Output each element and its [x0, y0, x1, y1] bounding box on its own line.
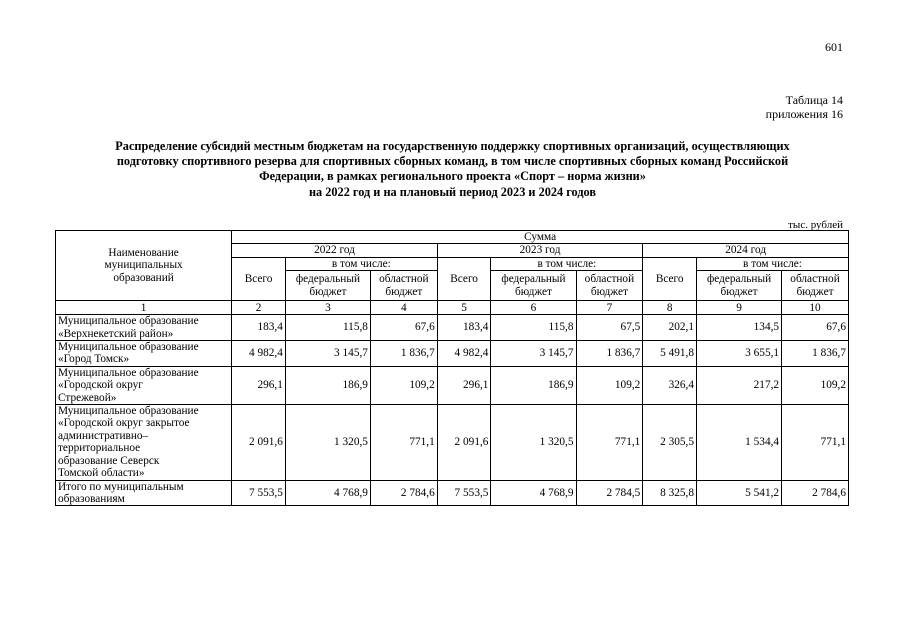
amount-cell: 67,6 [782, 315, 849, 341]
amount-cell: 3 145,7 [491, 341, 576, 367]
amount-cell: 2 784,6 [370, 480, 437, 506]
title-line-3: Федерации, в рамках регионального проекта «Спорт – норма жизни» [259, 169, 646, 184]
table-row [56, 341, 849, 367]
amount-cell: 771,1 [370, 405, 437, 480]
municipality-name-line: Муниципальное образование [58, 341, 199, 354]
municipality-name-line: образованиям [58, 492, 125, 505]
header-regional-line: областной [790, 273, 840, 286]
table-body [56, 315, 849, 506]
title-line-4: на 2022 год и на плановый период 2023 и 2024 годов [308, 184, 597, 199]
header-regional-line: бюджет [590, 285, 628, 298]
title-line-2: подготовку спортивного резерва для спортивных сборных команд, в том числе спортивных сборных команд Российской [116, 154, 789, 169]
amount-cell: 326,4 [643, 366, 697, 404]
amount-cell: 183,4 [437, 315, 491, 341]
table-row [56, 366, 849, 404]
amount-cell: 2 091,6 [232, 405, 286, 480]
header-name-line: муниципальных [104, 259, 183, 272]
municipality-name-line: Муниципальное образование [58, 366, 199, 379]
header-year-2024: 2024 год [643, 244, 849, 257]
header-regional [370, 271, 437, 301]
header-federal-line: федеральный [295, 273, 360, 286]
municipality-name-line: образование Северск [58, 454, 160, 467]
municipality-name-line: «Городской округ [58, 379, 143, 392]
column-index: 8 [643, 301, 697, 315]
amount-cell: 7 553,5 [437, 480, 491, 506]
municipality-name-line: «Городской округ закрытое [58, 417, 190, 430]
header-regional-line: областной [584, 273, 635, 286]
amount-cell: 1 320,5 [491, 405, 576, 480]
amount-cell: 296,1 [232, 366, 286, 404]
header-federal-line: бюджет [309, 285, 347, 298]
amount-cell: 109,2 [782, 366, 849, 404]
column-index: 7 [576, 301, 643, 315]
amount-cell: 202,1 [643, 315, 697, 341]
column-index: 1 [56, 301, 232, 315]
amount-cell: 115,8 [491, 315, 576, 341]
table-reference [766, 93, 843, 121]
table-row [56, 315, 849, 341]
header-regional-line: бюджет [796, 285, 834, 298]
units-label: тыс. рублей [788, 219, 843, 231]
amount-cell: 4 982,4 [437, 341, 491, 367]
table-reference-line-2: приложения 16 [765, 107, 843, 121]
header-federal-line: бюджет [720, 285, 758, 298]
municipality-name-line: Муниципальное образование [58, 315, 199, 328]
municipality-name-line: «Город Томск» [58, 353, 130, 366]
amount-cell: 186,9 [491, 366, 576, 404]
amount-cell: 8 325,8 [643, 480, 697, 506]
amount-cell: 5 491,8 [643, 341, 697, 367]
header-name-column [56, 231, 232, 301]
amount-cell: 1 534,4 [697, 405, 782, 480]
header-sum: Сумма [232, 231, 849, 244]
column-index: 3 [285, 301, 370, 315]
header-regional-line: областной [379, 273, 429, 286]
header-including: в том числе: [697, 257, 849, 270]
amount-cell: 134,5 [697, 315, 782, 341]
column-index: 10 [782, 301, 849, 315]
header-total: Всего [232, 257, 286, 300]
header-federal-line: федеральный [501, 273, 566, 286]
header-name-line: образований [113, 271, 174, 284]
amount-cell: 4 982,4 [232, 341, 286, 367]
header-year-2022: 2022 год [232, 244, 438, 257]
amount-cell: 67,6 [370, 315, 437, 341]
amount-cell: 2 784,5 [576, 480, 643, 506]
amount-cell: 2 091,6 [437, 405, 491, 480]
amount-cell: 217,2 [697, 366, 782, 404]
amount-cell: 109,2 [576, 366, 643, 404]
amount-cell: 4 768,9 [285, 480, 370, 506]
amount-cell: 1 320,5 [285, 405, 370, 480]
amount-cell: 4 768,9 [491, 480, 576, 506]
header-year-2023: 2023 год [437, 244, 643, 257]
municipality-name [56, 480, 232, 506]
municipality-name-line: Итого по муниципальным [58, 480, 184, 493]
amount-cell: 771,1 [782, 405, 849, 480]
title-line-1: Распределение субсидий местным бюджетам на государственную поддержку спортивных организаций, осуществляющих [115, 139, 790, 153]
municipality-name-line: «Верхнекетский район» [58, 327, 174, 340]
municipality-name-line: Томской области» [58, 467, 145, 480]
municipality-name [56, 405, 232, 480]
header-federal-line: федеральный [706, 273, 772, 286]
amount-cell: 2 305,5 [643, 405, 697, 480]
header-name-line: Наименование [108, 247, 179, 259]
header-regional-line: бюджет [385, 285, 423, 298]
column-index: 4 [370, 301, 437, 315]
table-reference-line-1: Таблица 14 [785, 93, 843, 107]
amount-cell: 3 655,1 [697, 341, 782, 367]
amount-cell: 3 145,7 [285, 341, 370, 367]
amount-cell: 1 836,7 [576, 341, 643, 367]
header-regional [782, 271, 849, 301]
subsidy-table [55, 230, 849, 506]
municipality-name [56, 315, 232, 341]
amount-cell: 186,9 [285, 366, 370, 404]
header-federal-line: бюджет [514, 285, 552, 298]
column-index: 9 [697, 301, 782, 315]
amount-cell: 5 541,2 [697, 480, 782, 506]
header-including: в том числе: [285, 257, 437, 270]
amount-cell: 109,2 [370, 366, 437, 404]
municipality-name-line: Стрежевой» [58, 391, 117, 404]
amount-cell: 67,5 [576, 315, 643, 341]
header-regional [576, 271, 643, 301]
amount-cell: 1 836,7 [782, 341, 849, 367]
municipality-name [56, 341, 232, 367]
header-federal [491, 271, 576, 301]
municipality-name-line: Муниципальное образование [58, 405, 199, 418]
municipality-name-line: административно– [58, 429, 149, 442]
page-number: 601 [825, 40, 843, 54]
column-index: 5 [437, 301, 491, 315]
amount-cell: 296,1 [437, 366, 491, 404]
document-title [40, 139, 865, 200]
municipality-name-line: территориальное [58, 442, 141, 455]
amount-cell: 183,4 [232, 315, 286, 341]
amount-cell: 7 553,5 [232, 480, 286, 506]
header-total: Всего [643, 257, 697, 300]
header-federal [697, 271, 782, 301]
amount-cell: 771,1 [576, 405, 643, 480]
amount-cell: 2 784,6 [782, 480, 849, 506]
header-federal [285, 271, 370, 301]
header-including: в том числе: [491, 257, 643, 270]
amount-cell: 115,8 [285, 315, 370, 341]
header-total: Всего [437, 257, 491, 300]
column-index: 2 [232, 301, 286, 315]
municipality-name [56, 366, 232, 404]
total-row [56, 480, 849, 506]
table-row [56, 405, 849, 480]
column-index: 6 [491, 301, 576, 315]
amount-cell: 1 836,7 [370, 341, 437, 367]
